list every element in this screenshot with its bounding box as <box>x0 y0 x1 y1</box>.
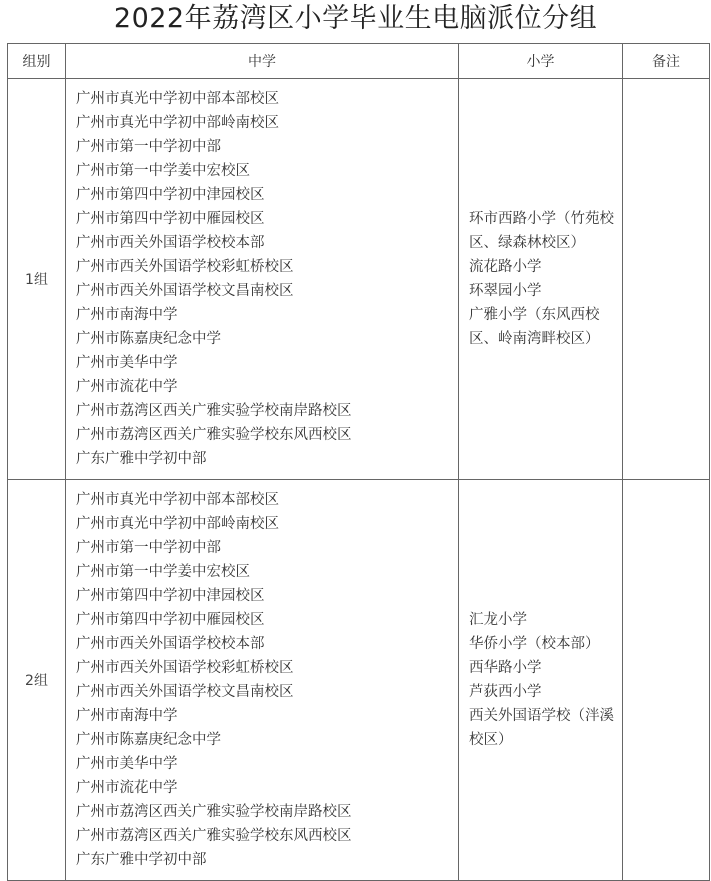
middle-school-list <box>66 480 459 881</box>
middle-school-item: 广州市西关外国语学校文昌南校区 <box>76 684 294 700</box>
middle-school-item: 广州市真光中学初中部本部校区 <box>76 492 279 508</box>
middle-school-item: 广州市真光中学初中部岭南校区 <box>76 115 279 131</box>
primary-school-item: 流花路小学 <box>469 259 542 275</box>
middle-school-item: 广州市第四中学初中津园校区 <box>76 187 265 203</box>
header-note: 备注 <box>623 44 710 79</box>
middle-school-item: 广州市荔湾区西关广雅实验学校南岸路校区 <box>76 804 352 820</box>
primary-school-item: 环翠园小学 <box>469 283 542 299</box>
primary-school-item: 汇龙小学 <box>469 612 527 628</box>
primary-school-list <box>459 79 623 480</box>
primary-school-item: 芦荻西小学 <box>469 684 542 700</box>
middle-school-item: 广州市第一中学姜中宏校区 <box>76 564 250 580</box>
group-label: 2组 <box>8 480 66 881</box>
middle-school-item: 广州市南海中学 <box>76 307 178 323</box>
middle-school-item: 广州市西关外国语学校彩虹桥校区 <box>76 660 294 676</box>
note-cell <box>623 480 710 881</box>
middle-school-item: 广州市流花中学 <box>76 780 178 796</box>
middle-school-item: 广州市真光中学初中部岭南校区 <box>76 516 279 532</box>
table-row <box>8 79 710 480</box>
middle-school-item: 广州市第四中学初中津园校区 <box>76 588 265 604</box>
note-cell <box>623 79 710 480</box>
header-row <box>8 44 710 79</box>
middle-school-item: 广州市荔湾区西关广雅实验学校南岸路校区 <box>76 403 352 419</box>
primary-school-item: 广雅小学（东风西校区、岭南湾畔校区） <box>469 307 600 347</box>
page-title: 2022年荔湾区小学毕业生电脑派位分组 <box>113 3 598 34</box>
middle-school-item: 广州市西关外国语学校文昌南校区 <box>76 283 294 299</box>
primary-school-item: 环市西路小学（竹苑校区、绿森林校区） <box>469 211 614 251</box>
middle-school-item: 广州市第一中学姜中宏校区 <box>76 163 250 179</box>
middle-school-item: 广州市美华中学 <box>76 756 178 772</box>
primary-school-item: 西华路小学 <box>469 660 542 676</box>
middle-school-item: 广州市流花中学 <box>76 379 178 395</box>
middle-school-item: 广东广雅中学初中部 <box>76 852 207 868</box>
primary-school-list <box>459 480 623 881</box>
header-middle-school: 中学 <box>66 44 459 79</box>
table-row <box>8 480 710 881</box>
header-group: 组别 <box>8 44 66 79</box>
middle-school-item: 广州市西关外国语学校校本部 <box>76 636 265 652</box>
middle-school-item: 广州市第四中学初中雁园校区 <box>76 612 265 628</box>
middle-school-item: 广州市南海中学 <box>76 708 178 724</box>
middle-school-item: 广州市真光中学初中部本部校区 <box>76 91 279 107</box>
middle-school-item: 广州市第一中学初中部 <box>76 540 221 556</box>
middle-school-item: 广州市西关外国语学校校本部 <box>76 235 265 251</box>
middle-school-item: 广州市西关外国语学校彩虹桥校区 <box>76 259 294 275</box>
middle-school-item: 广州市美华中学 <box>76 355 178 371</box>
group-label: 1组 <box>8 79 66 480</box>
middle-school-item: 广州市荔湾区西关广雅实验学校东风西校区 <box>76 828 352 844</box>
middle-school-item: 广州市第四中学初中雁园校区 <box>76 211 265 227</box>
header-primary-school: 小学 <box>459 44 623 79</box>
middle-school-item: 广州市陈嘉庚纪念中学 <box>76 732 221 748</box>
middle-school-item: 广州市第一中学初中部 <box>76 139 221 155</box>
primary-school-item: 西关外国语学校（泮溪校区） <box>469 708 614 748</box>
middle-school-item: 广州市陈嘉庚纪念中学 <box>76 331 221 347</box>
primary-school-item: 华侨小学（校本部） <box>469 636 600 652</box>
middle-school-item: 广州市荔湾区西关广雅实验学校东风西校区 <box>76 427 352 443</box>
middle-school-list <box>66 79 459 480</box>
middle-school-item: 广东广雅中学初中部 <box>76 451 207 467</box>
assignment-table <box>7 43 710 881</box>
